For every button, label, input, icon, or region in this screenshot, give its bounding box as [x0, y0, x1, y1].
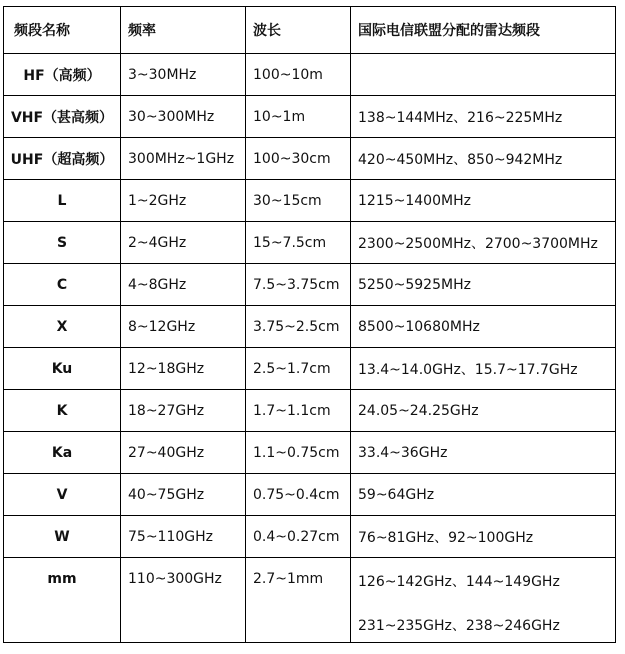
itu-band-line-2: 231~235GHz、238~246GHz: [358, 618, 560, 634]
band-name-cell: V: [4, 474, 121, 516]
frequency-cell: 2~4GHz: [121, 222, 246, 264]
band-name-cell: W: [4, 516, 121, 558]
band-name-cell: Ka: [4, 432, 121, 474]
itu-band-cell: 138~144MHz、216~225MHz: [351, 96, 616, 138]
wavelength-cell: 7.5~3.75cm: [246, 264, 351, 306]
frequency-cell: 75~110GHz: [121, 516, 246, 558]
table-header: [4, 7, 616, 54]
wavelength-cell: 0.75~0.4cm: [246, 474, 351, 516]
wavelength-cell: 100~30cm: [246, 138, 351, 180]
band-name-cell: C: [4, 264, 121, 306]
frequency-text: 110~300GHz: [128, 571, 222, 587]
frequency-cell: 40~75GHz: [121, 474, 246, 516]
wavelength-cell: 3.75~2.5cm: [246, 306, 351, 348]
band-name-cell: S: [4, 222, 121, 264]
frequency-cell: [121, 558, 246, 643]
wavelength-cell: 0.4~0.27cm: [246, 516, 351, 558]
itu-band-cell: [351, 54, 616, 96]
table-row: [4, 180, 616, 222]
itu-band-cell: 76~81GHz、92~100GHz: [351, 516, 616, 558]
frequency-cell: 8~12GHz: [121, 306, 246, 348]
table-row: [4, 516, 616, 558]
itu-band-cell: 8500~10680MHz: [351, 306, 616, 348]
table-row: [4, 138, 616, 180]
wavelength-cell: 1.1~0.75cm: [246, 432, 351, 474]
table-row: [4, 474, 616, 516]
itu-band-cell: 59~64GHz: [351, 474, 616, 516]
frequency-cell: 1~2GHz: [121, 180, 246, 222]
table-row: [4, 96, 616, 138]
band-name-cell: VHF（甚高频）: [4, 96, 121, 138]
header-row: [4, 7, 616, 54]
band-name-cell: Ku: [4, 348, 121, 390]
header-itu-radar-band: 国际电信联盟分配的雷达频段: [351, 7, 616, 54]
table-row: [4, 54, 616, 96]
band-name-cell: UHF（超高频）: [4, 138, 121, 180]
frequency-cell: 3~30MHz: [121, 54, 246, 96]
band-name-cell: [4, 558, 121, 643]
band-name-cell: L: [4, 180, 121, 222]
itu-band-cell: 33.4~36GHz: [351, 432, 616, 474]
header-wavelength: 波长: [246, 7, 351, 54]
table-row: [4, 348, 616, 390]
header-frequency: 频率: [121, 7, 246, 54]
table-row: [4, 222, 616, 264]
wavelength-cell: 2.5~1.7cm: [246, 348, 351, 390]
frequency-cell: 12~18GHz: [121, 348, 246, 390]
table-body: [4, 54, 616, 643]
itu-band-cell: 420~450MHz、850~942MHz: [351, 138, 616, 180]
frequency-cell: 4~8GHz: [121, 264, 246, 306]
table-row: [4, 306, 616, 348]
frequency-cell: 300MHz~1GHz: [121, 138, 246, 180]
itu-band-cell: 5250~5925MHz: [351, 264, 616, 306]
table-row: [4, 432, 616, 474]
itu-band-cell: 1215~1400MHz: [351, 180, 616, 222]
band-name-text: mm: [47, 571, 77, 587]
band-name-cell: K: [4, 390, 121, 432]
wavelength-cell: 10~1m: [246, 96, 351, 138]
wavelength-cell: 100~10m: [246, 54, 351, 96]
frequency-cell: 30~300MHz: [121, 96, 246, 138]
band-name-cell: X: [4, 306, 121, 348]
wavelength-text: 2.7~1mm: [253, 571, 324, 587]
itu-band-cell: [351, 558, 616, 643]
wavelength-cell: 1.7~1.1cm: [246, 390, 351, 432]
itu-band-cell: 13.4~14.0GHz、15.7~17.7GHz: [351, 348, 616, 390]
wavelength-cell: 15~7.5cm: [246, 222, 351, 264]
itu-band-line-1: 126~142GHz、144~149GHz: [358, 574, 560, 590]
wavelength-cell: 30~15cm: [246, 180, 351, 222]
header-band-name: 频段名称: [4, 7, 121, 54]
band-name-cell: HF（高频）: [4, 54, 121, 96]
itu-band-cell: 24.05~24.25GHz: [351, 390, 616, 432]
table-row: [4, 558, 616, 643]
frequency-cell: 18~27GHz: [121, 390, 246, 432]
radar-band-table: [3, 6, 616, 643]
table-row: [4, 390, 616, 432]
table-row: [4, 264, 616, 306]
wavelength-cell: [246, 558, 351, 643]
frequency-cell: 27~40GHz: [121, 432, 246, 474]
itu-band-cell: 2300~2500MHz、2700~3700MHz: [351, 222, 616, 264]
